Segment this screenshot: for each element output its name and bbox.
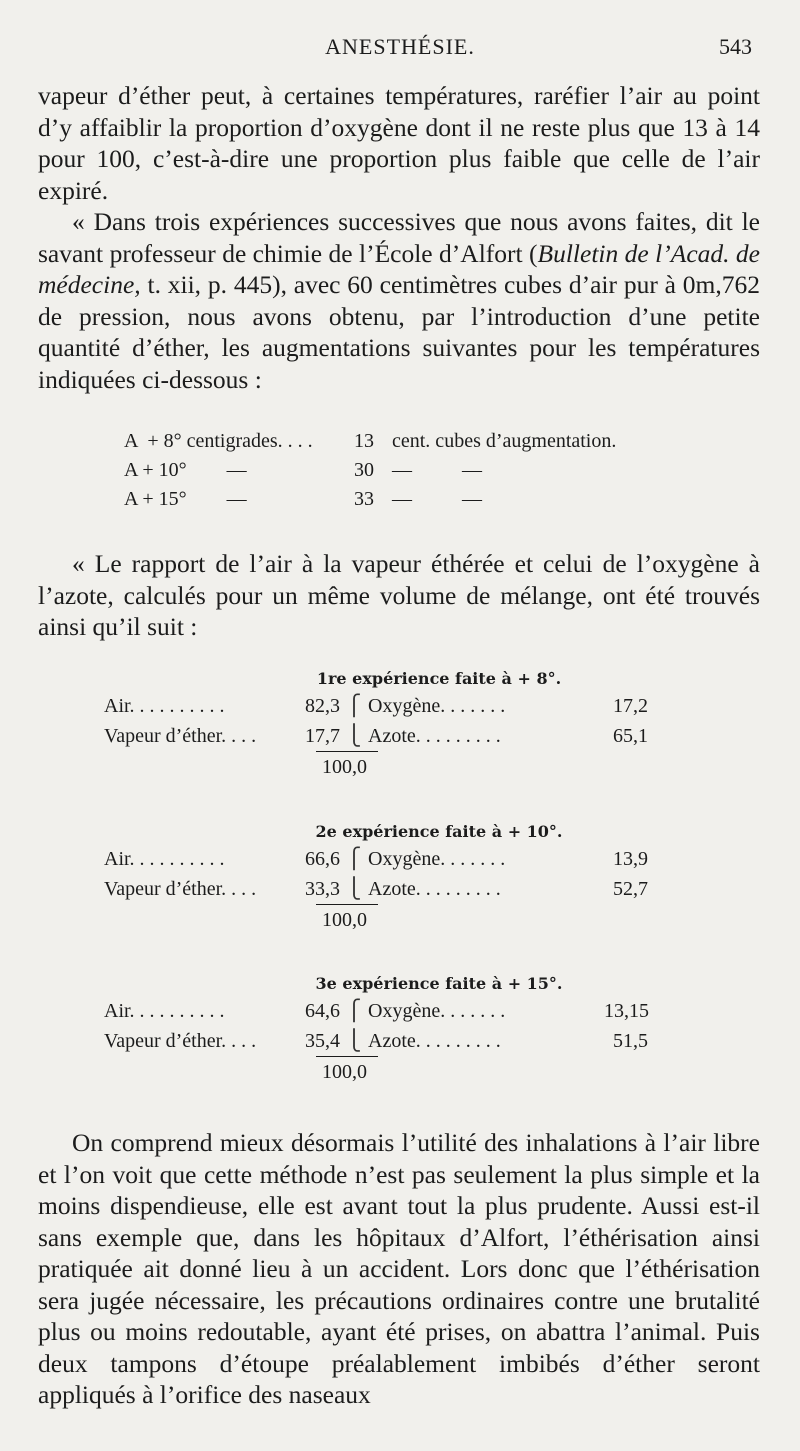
gas-value: 13,15: [604, 1000, 649, 1022]
mixture-label: Air. . . . . . . . . .: [104, 1000, 225, 1022]
mixture-value: 64,6: [305, 1000, 340, 1022]
experiment-1: [104, 665, 688, 782]
brace-top: ⎧: [346, 695, 362, 717]
gas-value: 65,1: [613, 725, 648, 747]
augmentation-label: A + 15° —: [124, 488, 247, 510]
augmentation-value: 33: [354, 488, 374, 510]
experiment-row: [104, 1028, 688, 1058]
experiment-title: 2e expérience faite à + 10°.: [315, 822, 563, 841]
sum-total: 100,0: [322, 909, 367, 931]
mixture-value: 17,7: [305, 725, 340, 747]
brace-bottom: ⎩: [346, 725, 362, 747]
paragraph-1: vapeur d’éther peut, à certaines températures, raréfier l’air au point d’y affaiblir la proportion d’oxygène dont il ne reste plus que 13 à 14 pour 100, c’est-à-dire une proportion plus faible que celle de l’air expiré.: [38, 81, 760, 205]
gas-label: Azote. . . . . . . . .: [368, 1030, 501, 1052]
paragraph-4: On comprend mieux désormais l’utilité des inhalations à l’air libre et l’on voit que cette méthode n’est pas seulement la plus simple et la moins dispendieuse, elle est avant tout la plus prudente. Aussi est-il sans exemple que, dans les hôpitaux d’Alfort, l’éthérisation ainsi pratiquée ait donné lieu à un accident. Lors donc que l’éthérisation sera jugée nécessaire, les précautions ordinaires contre une brutalité plus ou moins redoutable, ayant été prises, on abattra l’animal. Puis deux tampons d’étoupe préalablement imbibés d’éther seront appliqués à l’orifice des naseaux: [38, 1128, 760, 1409]
augmentation-value: 13: [354, 430, 374, 452]
experiment-row: [104, 846, 688, 876]
experiment-title: 3e expérience faite à + 15°.: [315, 974, 563, 993]
brace-bottom: ⎩: [346, 1030, 362, 1052]
augmentation-unit: — —: [392, 488, 482, 510]
mixture-label: Air. . . . . . . . . .: [104, 848, 225, 870]
gas-label: Azote. . . . . . . . .: [368, 725, 501, 747]
augmentation-row: [124, 430, 724, 459]
gas-value: 52,7: [613, 878, 648, 900]
augmentation-row: [124, 459, 724, 488]
augmentation-label: A + 8° centigrades. . . .: [124, 430, 313, 452]
mixture-value: 35,4: [305, 1030, 340, 1052]
gas-label: Oxygène. . . . . . .: [368, 848, 506, 870]
opening-text: [38, 80, 760, 395]
experiment-row: [104, 693, 688, 723]
gas-value: 51,5: [613, 1030, 648, 1052]
mixture-value: 82,3: [305, 695, 340, 717]
gas-label: Oxygène. . . . . . .: [368, 1000, 506, 1022]
paragraph-2-start: « Dans trois expériences successives que nous avons faites, dit le savant professeur de chimie de l’École d’Alfort (: [38, 207, 760, 268]
mixture-label: Vapeur d’éther. . . .: [104, 878, 257, 900]
mixture-label: Air. . . . . . . . . .: [104, 695, 225, 717]
paragraph-2: [38, 206, 760, 395]
augmentation-row: [124, 488, 724, 517]
experiment-3: [104, 970, 688, 1087]
gas-value: 17,2: [613, 695, 648, 717]
sum-total: 100,0: [322, 1061, 367, 1083]
mixture-value: 66,6: [305, 848, 340, 870]
running-title: ANESTHÉSIE.: [325, 34, 475, 59]
experiment-row: [104, 876, 688, 906]
gas-label: Azote. . . . . . . . .: [368, 878, 501, 900]
mixture-value: 33,3: [305, 878, 340, 900]
page-number: 543: [719, 34, 752, 59]
experiment-title: 1re expérience faite à + 8°.: [316, 669, 562, 688]
paragraph-2-end: t. xii, p. 445), avec 60 centimètres cubes d’air pur à 0m,762 de pression, nous avons obtenu, par l’introduction d’une petite quantité d’éther, les augmentations suivantes pour les températures indiquées ci-dessous :: [38, 270, 760, 394]
closing-text: [38, 1127, 760, 1411]
augmentation-unit: cent. cubes d’augmentation.: [392, 430, 617, 452]
experiment-row: [104, 998, 688, 1028]
brace-top: ⎧: [346, 1000, 362, 1022]
gas-value: 13,9: [613, 848, 648, 870]
augmentation-label: A + 10° —: [124, 459, 247, 481]
mixture-label: Vapeur d’éther. . . .: [104, 725, 257, 747]
rapport-text: [38, 548, 760, 643]
gas-label: Oxygène. . . . . . .: [368, 695, 506, 717]
experiment-row: [104, 723, 688, 753]
augmentation-unit: — —: [392, 459, 482, 481]
paragraph-3: « Le rapport de l’air à la vapeur éthérée et celui de l’oxygène à l’azote, calculés pour un même volume de mélange, ont été trouvés ainsi qu’il suit :: [38, 549, 760, 641]
mixture-label: Vapeur d’éther. . . .: [104, 1030, 257, 1052]
augmentation-table: [124, 430, 724, 517]
page-header: [0, 30, 800, 64]
citation-italic: Bulletin de l’Acad. de médecine,: [38, 238, 760, 299]
brace-top: ⎧: [346, 848, 362, 870]
experiment-2: [104, 818, 688, 935]
brace-bottom: ⎩: [346, 878, 362, 900]
sum-total: 100,0: [322, 756, 367, 778]
augmentation-value: 30: [354, 459, 374, 481]
